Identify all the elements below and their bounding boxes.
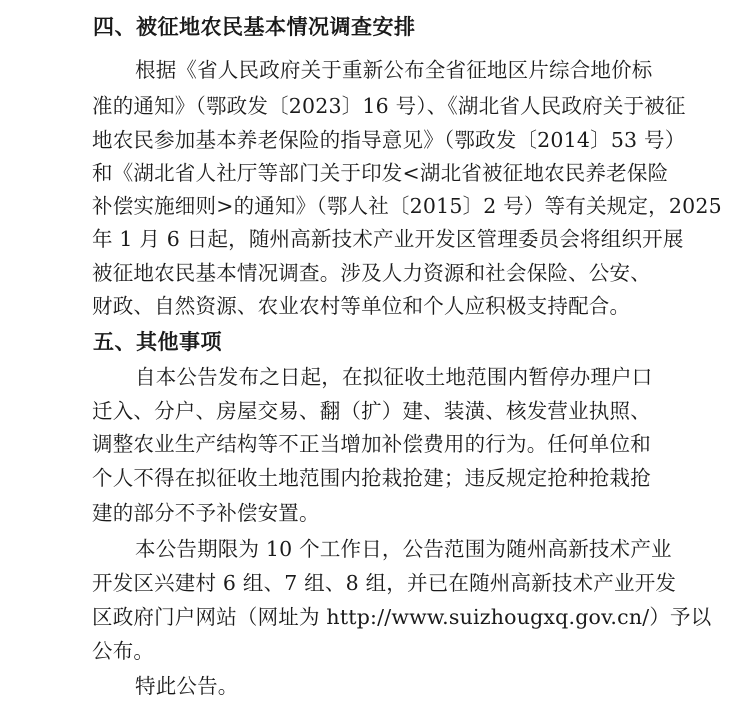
closing-line: 特此公告。	[135, 674, 239, 698]
paragraph-line: 调整农业生产结构等不正当增加补偿费用的行为。任何单位和	[92, 432, 651, 456]
paragraph-line: 开发区兴建村 6 组、7 组、8 组，并已在随州高新技术产业开发	[92, 571, 677, 595]
paragraph-line: 补偿实施细则>的通知》（鄂人社〔2015〕2 号）等有关规定，2025	[92, 194, 722, 218]
paragraph-line: 地农民参加基本养老保险的指导意见》（鄂政发〔2014〕53 号）	[92, 128, 686, 152]
section-heading-4: 四、被征地农民基本情况调查安排	[93, 15, 416, 39]
paragraph-line: 被征地农民基本情况调查。涉及人力资源和社会保险、公安、	[92, 261, 651, 285]
paragraph-line: 个人不得在拟征收土地范围内抢栽抢建；违反规定抢种抢栽抢	[92, 466, 651, 490]
section-heading-5: 五、其他事项	[93, 330, 222, 354]
paragraph-line: 财政、自然资源、农业农村等单位和个人应积极支持配合。	[92, 294, 631, 318]
paragraph-line: 区政府门户网站（网址为 http://www.suizhougxq.gov.cn/）予以	[92, 605, 712, 629]
paragraph-line: 迁入、分户、房屋交易、翻（扩）建、装潢、核发营业执照、	[92, 399, 651, 423]
paragraph-line: 建的部分不予补偿安置。	[92, 501, 320, 525]
paragraph-line: 根据《省人民政府关于重新公布全省征地区片综合地价标	[135, 58, 653, 82]
paragraph-line: 和《湖北省人社厅等部门关于印发<湖北省被征地农民养老保险	[92, 161, 669, 185]
paragraph-line: 年 1 月 6 日起，随州高新技术产业开发区管理委员会将组织开展	[92, 227, 684, 251]
paragraph-line: 自本公告发布之日起，在拟征收土地范围内暂停办理户口	[135, 365, 653, 389]
paragraph-line: 公布。	[92, 639, 155, 663]
paragraph-line: 准的通知》（鄂政发〔2023〕16 号）、《湖北省人民政府关于被征	[92, 94, 686, 118]
paragraph-line: 本公告期限为 10 个工作日，公告范围为随州高新技术产业	[135, 537, 672, 561]
